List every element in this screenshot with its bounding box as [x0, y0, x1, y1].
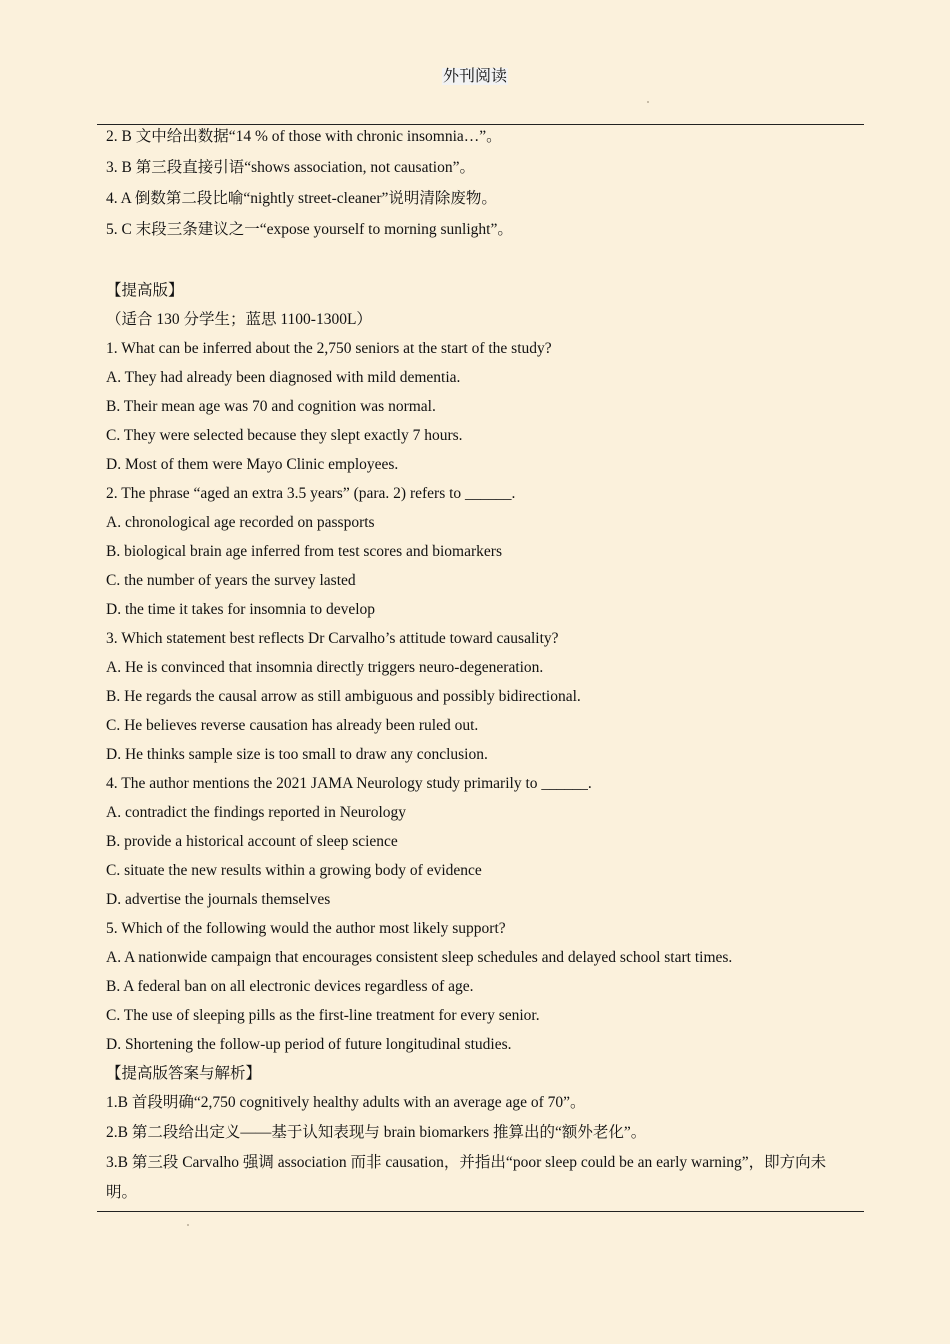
question-option: A. They had already been diagnosed with mild dementia.	[106, 369, 461, 386]
question-option: B. He regards the causal arrow as still ambiguous and possibly bidirectional.	[106, 688, 581, 705]
question-option: C. the number of years the survey lasted	[106, 572, 356, 589]
question-5	[106, 914, 846, 1059]
advanced-level: （适合 130 分学生；蓝思 1100-1300L）	[106, 311, 372, 328]
question-option: B. A federal ban on all electronic devices regardless of age.	[106, 978, 474, 995]
question-option: C. He believes reverse causation has already been ruled out.	[106, 717, 479, 734]
question-option: B. biological brain age inferred from test scores and biomarkers	[106, 543, 502, 560]
advanced-answers-heading: 【提高版答案与解析】	[106, 1065, 262, 1082]
header-dot-mark	[647, 101, 649, 103]
question-option: A. He is convinced that insomnia directly triggers neuro-degeneration.	[106, 659, 544, 676]
footer-rule	[97, 1211, 864, 1212]
basic-answer-5: 5. C 末段三条建议之一“expose yourself to morning sunlight”。	[106, 221, 513, 238]
question-3	[106, 624, 846, 769]
basic-answers	[106, 122, 846, 244]
question-4	[106, 769, 846, 914]
footer-dot-mark	[187, 1224, 189, 1226]
question-option: D. He thinks sample size is too small to draw any conclusion.	[106, 746, 488, 763]
advanced-answer-3: 3.B 第三段 Carvalho 强调 association 而非 causation，并指出“poor sleep could be an early warning”，即方向未明。	[106, 1154, 827, 1201]
question-1	[106, 334, 846, 479]
page-content	[106, 122, 846, 1208]
advanced-section	[106, 276, 846, 1208]
question-option: C. They were selected because they slept exactly 7 hours.	[106, 427, 463, 444]
question-option: A. contradict the findings reported in Neurology	[106, 804, 407, 821]
question-option: B. provide a historical account of sleep science	[106, 833, 398, 850]
question-stem: 5. Which of the following would the author most likely support?	[106, 920, 506, 937]
question-option: D. the time it takes for insomnia to develop	[106, 601, 376, 618]
question-option: C. situate the new results within a growing body of evidence	[106, 862, 482, 879]
advanced-heading: 【提高版】	[106, 282, 184, 299]
question-option: D. Most of them were Mayo Clinic employees.	[106, 456, 399, 473]
basic-answer-2: 2. B 文中给出数据“14 % of those with chronic insomnia…”。	[106, 128, 502, 145]
question-2	[106, 479, 846, 624]
question-stem: 4. The author mentions the 2021 JAMA Neurology study primarily to ______.	[106, 775, 592, 792]
advanced-answer-1: 1.B 首段明确“2,750 cognitively healthy adults with an average age of 70”。	[106, 1094, 586, 1111]
question-option: B. Their mean age was 70 and cognition was normal.	[106, 398, 436, 415]
question-stem: 1. What can be inferred about the 2,750 seniors at the start of the study?	[106, 340, 552, 357]
question-stem: 3. Which statement best reflects Dr Carvalho’s attitude toward causality?	[106, 630, 559, 647]
question-option: C. The use of sleeping pills as the first-line treatment for every senior.	[106, 1007, 540, 1024]
question-option: D. advertise the journals themselves	[106, 891, 331, 908]
question-option: A. chronological age recorded on passports	[106, 514, 375, 531]
header-title: 外刊阅读	[442, 68, 507, 85]
question-option: A. A nationwide campaign that encourages consistent sleep schedules and delayed school start times.	[106, 949, 733, 966]
page-header	[0, 66, 950, 88]
basic-answer-3: 3. B 第三段直接引语“shows association, not causation”。	[106, 159, 475, 176]
basic-answer-4: 4. A 倒数第二段比喻“nightly street-cleaner”说明清除废物。	[106, 190, 497, 207]
question-stem: 2. The phrase “aged an extra 3.5 years” (para. 2) refers to ______.	[106, 485, 516, 502]
question-option: D. Shortening the follow-up period of future longitudinal studies.	[106, 1036, 512, 1053]
advanced-answer-2: 2.B 第二段给出定义——基于认知表现与 brain biomarkers 推算出的“额外老化”。	[106, 1124, 647, 1141]
